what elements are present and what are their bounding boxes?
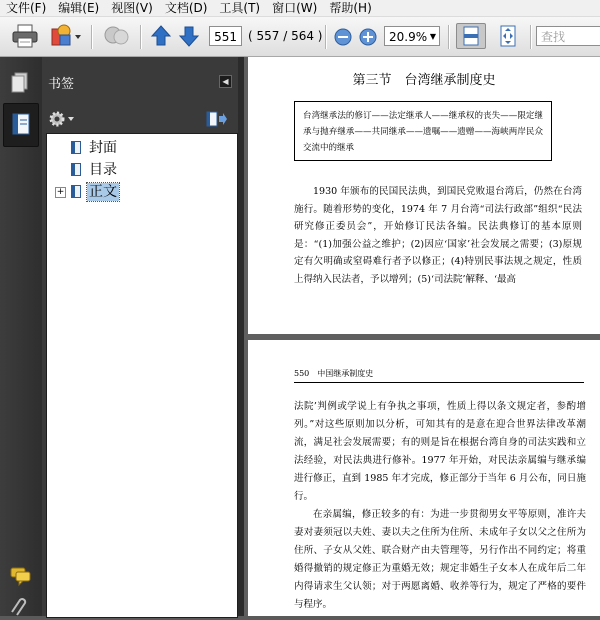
page-body: [294, 183, 582, 288]
paragraph: 1930 年颁布的民国民法典，到国民党败退台湾后，仍然在台湾施行。随着形势的变化，1974 年 7 月台湾“司法行政部”组织“民法研究修正委员会”，开始修订民法各编。民法典修订的基本原则是：“(1)加强公益之维护；(2)因应‘国家’社会发展之需要；(3)原规定有欠明确或窒碍难行者予以修正；(4)特别民事法规之规定，性质上得纳入民法者，予以增列；(5)‘司法院’解释、‘最高: [294, 186, 582, 285]
collaborate-icon: [102, 23, 132, 49]
menu-document[interactable]: 文档(D): [164, 1, 208, 15]
zoom-select[interactable]: [384, 26, 440, 46]
bookmarks-panel-button[interactable]: [3, 103, 39, 147]
fit-width-icon: [457, 24, 485, 48]
page-count-label: ( 557 / 564 ): [248, 29, 323, 43]
gear-icon: [48, 109, 76, 129]
pdf-page: [248, 57, 600, 334]
create-button[interactable]: [48, 23, 84, 49]
fit-page-icon: [493, 23, 523, 49]
menu-edit[interactable]: 编辑(E): [58, 1, 100, 15]
page-number-input[interactable]: 551: [209, 26, 242, 46]
bookmarks-panel: [42, 57, 238, 616]
menu-window[interactable]: 窗口(W): [272, 1, 318, 15]
fit-page-button[interactable]: [493, 23, 523, 49]
bookmark-icon: [4, 104, 38, 144]
bookmark-page-icon: [71, 163, 81, 176]
arrow-up-icon: [150, 23, 172, 49]
paragraph: 在亲属编，修正较多的有：为进一步贯彻男女平等原则，准许夫妻对妻须冠以夫姓、妻以夫之住所为住所、未成年子女以父之住所为住所、子女从父姓、联合财产由夫管理等，另行作出不同约定；将重婚得撤销的规定修正为重婚无效；规定非婚生子女本人在成年后二年内得请求生父认领；对于两愿离婚、收养等行为，规定了严格的要件与程序。: [294, 509, 586, 610]
section-title: 第三节 台湾继承制度史: [352, 73, 496, 88]
document-view[interactable]: [244, 57, 600, 616]
arrow-down-icon: [178, 23, 200, 49]
fit-width-button[interactable]: [456, 23, 486, 49]
plus-icon: [359, 28, 377, 46]
chevron-left-icon: ◀: [222, 77, 229, 86]
printer-icon: [10, 23, 40, 49]
pages-icon: [3, 63, 37, 103]
bookmark-page-icon: [71, 185, 81, 198]
toolbar-separator: [530, 25, 532, 49]
menu-tools[interactable]: 工具(T): [219, 1, 261, 15]
comments-icon: [3, 562, 37, 590]
chevron-down-icon: ▼: [429, 32, 436, 41]
toolbar: [0, 17, 600, 57]
menu-help[interactable]: 帮助(H): [329, 1, 372, 15]
options-button[interactable]: [48, 109, 76, 129]
bookmarks-panel-title: 书签: [48, 77, 75, 92]
running-header: 550 中国继承制度史: [294, 368, 584, 383]
zoom-value: 20.9%: [389, 30, 428, 44]
bookmarks-toolbar: [42, 105, 238, 133]
bookmark-item-toc[interactable]: [47, 160, 237, 180]
page-body: [294, 398, 586, 614]
comments-panel-button[interactable]: [3, 562, 37, 590]
toolbar-separator: [448, 25, 450, 49]
zoom-in-button[interactable]: [359, 28, 377, 46]
bookmark-label: 封面: [89, 140, 117, 156]
paragraph: 法院’判例或学说上有争执之事项，性质上得以条文规定者，参酌增列。”对这些原则加以分析，可知其有的是意在迎合世界法律改革潮流，满足社会发展需要；有的则是旨在根据台湾自身的司法实践和立法经验，对民法典进行修补。1977 年开始，对民法亲属编与继承编进行修正，直到 1985 年才完成，修正部分于当年 6 月公布，同日施行。: [294, 401, 586, 502]
navigation-pane-strip: [0, 57, 42, 616]
next-page-button[interactable]: [178, 23, 200, 49]
toolbar-separator: [140, 25, 142, 49]
bookmark-label: 目录: [89, 162, 117, 178]
create-pdf-icon: [48, 23, 84, 49]
bookmark-expand-icon: [204, 109, 228, 129]
attachments-panel-button[interactable]: [3, 595, 37, 617]
previous-page-button[interactable]: [150, 23, 172, 49]
bookmark-item-cover[interactable]: [47, 138, 237, 158]
bookmark-label: 正文: [89, 184, 117, 200]
print-button[interactable]: [10, 23, 40, 49]
collapse-panel-button[interactable]: [219, 75, 232, 88]
toolbar-separator: [325, 25, 327, 49]
search-input[interactable]: 查找: [536, 26, 600, 46]
collaborate-button[interactable]: [102, 23, 132, 49]
menu-bar: [0, 0, 600, 17]
menu-view[interactable]: 视图(V): [111, 1, 153, 15]
bookmark-item-main-text[interactable]: [47, 182, 237, 202]
menu-file[interactable]: 文件(F): [6, 1, 47, 15]
pdf-page: [248, 340, 600, 616]
section-summary-box: 台湾继承法的修订——法定继承人——继承权的丧失——限定继承与抛弃继承——共同继承——遗嘱——遗赠——海峡两岸民众交流中的继承: [294, 101, 552, 161]
pages-panel-button[interactable]: [3, 63, 37, 105]
zoom-out-button[interactable]: [334, 28, 352, 46]
paperclip-icon: [3, 595, 37, 617]
minus-icon: [334, 28, 352, 46]
bookmark-page-icon: [71, 141, 81, 154]
toolbar-separator: [91, 25, 93, 49]
expand-bookmark-button[interactable]: [204, 109, 228, 129]
bookmarks-panel-header: [42, 57, 238, 103]
bookmark-tree: [46, 133, 238, 618]
expand-toggle-icon[interactable]: +: [56, 187, 65, 197]
